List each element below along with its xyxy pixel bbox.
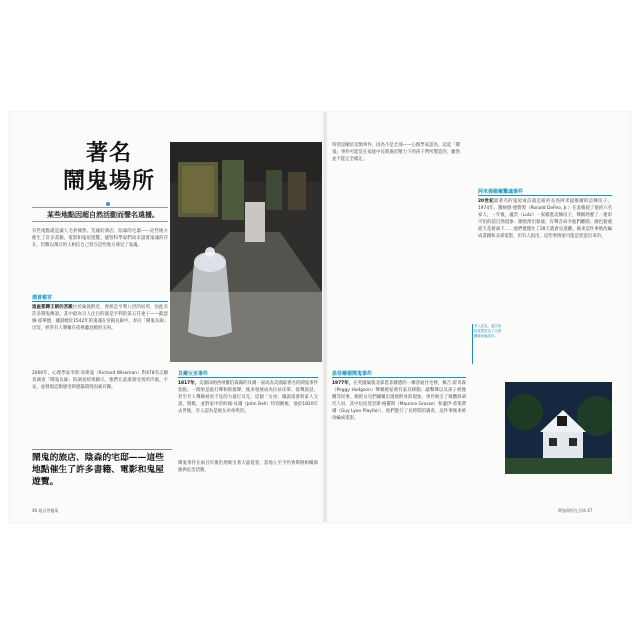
amityville-house-illustration [505,382,612,474]
section-rule-amityville [478,195,612,196]
hampton-lead: 這座都鐸王朝的宮殿 [32,305,73,310]
haunted-gallery-illustration [170,142,322,362]
page-subtitle: 某些地點因超自然活動而聲名遠播。 [47,211,159,219]
amityville-house-photo [505,382,612,474]
subtitle-rule-bottom [32,221,168,222]
amityville-preface [478,142,612,184]
right-folio: 鬧鬼場所在全球 47 [558,508,593,513]
side-note-bar [472,324,473,364]
section-heading-amityville: 阿米提維爾驚魂事件 [478,189,524,195]
title-line-1: 著名 [85,141,132,166]
hampton-text-2: 2000年，心理學家李察·韋斯曼（Richard Wiseman）對478名志願者調查「鬧鬼長廊」的調查結果顯示，他們在此處感受到的冷風、不安，並發現這類感受與建築環境因素有關。 [32,371,168,390]
right-top-text: 特別是關於這類事件，因為不是全部——心理學家認為，這起「鬧鬼」事件可能是在家庭中長期處於壓力下的孩子們所製造的，雖然並不能完全確定。 [332,143,460,162]
section-heading-enfield: 恩菲爾德鬧鬼事件 [332,371,373,377]
amityville-paragraph [478,198,612,374]
intro-paragraph [32,228,168,270]
subtitle-rule-top [32,207,168,208]
section-rule-enfield [332,377,466,378]
book-spread [10,112,630,522]
title-dot [106,202,110,206]
bell-text: 美國田納西州羅伯森縣的貝爾一家成為美國最著名的鬧鬼事件焦點。一開始是敲打聲和抓撓聲，後來發展成為拉扯床單、低聲說話，甚至有人聲稱被看不見的力量打耳光。這個「女巫」據說還會與家人交談、唱歌，並對家中的約翰·貝爾（John Bell）特別敵視，他於1820年去世後，有人認為是被女巫毒死的。 [178,381,318,414]
section-rule-hampton [32,301,168,302]
bell-paragraph [178,380,318,456]
bell-paragraph-2 [178,460,318,502]
left-folio: 46 超自然檔案 [32,508,59,513]
bell-lead: 1817年， [178,381,200,386]
intro-text: 有些地點就是讓人毛骨悚然。荒廢的酒店、陰森的宅邸——這些地方催生了許多書籍、電影和鬼屋遊覽。儘管科學家們尚未證實鬼魂的存在，但數以萬計的人相信自己曾在這些地方遇見了鬼魂。 [32,229,168,248]
section-rule-bell [178,377,318,378]
enfield-text: 在英國倫敦北部恩菲爾德的一棟普通住宅裡，佩吉·霍奇森（Peggy Hodgson）聲稱她家裡有家具移動、敲擊聲以及孩子被拋擲等怪事。她的女兒們據稱出現被附身的現象，事件吸引了媒體與研究人員，其中包括莫里斯·格羅斯（Maurice Grosse）和蓋伊·普萊費爾（Guy Lyon Playfair），他們進行了長時間的調查，這件事後來被改編成電影。 [332,381,466,421]
hampton-paragraph [32,304,168,368]
bell-text-2: 鬧鬼事件在兩百年後仍然吸引著大量遊客，當地人至今仍會舉辦相關節慶與紀念活動。 [178,461,318,473]
haunted-gallery-photo [170,142,322,362]
amityville-text: 最著名的鬼屋或許就是紐約長島阿米提維爾的這棟房子。1974年，羅納德·德費奧（Ronald DeFeo, Jr.）在此槍殺了他的六名家人，一年後，盧茨（Lutz）一家搬進這棟房子，聲稱經歷了一連串可怕的超自然現象：牆壁滲出黏液、有聲音命令他們離開、綠色黏液從天花板滴下……他們僅僅住了28天就倉皇逃離。後來這件事被改編成書籍和多部電影，但有人指出，這些事情很可能是捏造出來的。 [478,199,612,239]
pull-quote-rule [32,449,172,450]
side-note: 有人認為，盧茨家的經歷是為了出書賺錢而編造的。 [474,324,502,338]
enfield-paragraph [332,380,466,504]
amityville-lead: 20世紀 [478,199,494,204]
enfield-lead: 1977年， [332,381,354,386]
hampton-paragraph-2 [32,370,168,440]
pull-quote: 鬧鬼的旅店、陰森的宅邸——這些地點催生了許多書籍、電影和鬼屋遊覽。 [32,453,164,487]
section-heading-hampton: 漢普頓宮 [32,295,53,301]
section-heading-bell: 貝爾女巫事件 [178,371,209,377]
title-line-2: 鬧鬼場所 [62,169,155,194]
page-title [54,140,164,196]
hampton-text: 位於倫敦附近，曾經是亨利八世的居所，因此有許多鬧鬼傳說。其中最為引人注目的就是亨利的第五任妻子——凱瑟琳·霍華德，據說她於1542年的鬼魂在宮殿長廊中，奔向「鬧鬼長廊」出沒，經常有人聲稱在夜裡聽見她的尖叫。 [32,305,168,331]
page-gutter [322,112,328,522]
right-top-paragraph [332,142,460,178]
